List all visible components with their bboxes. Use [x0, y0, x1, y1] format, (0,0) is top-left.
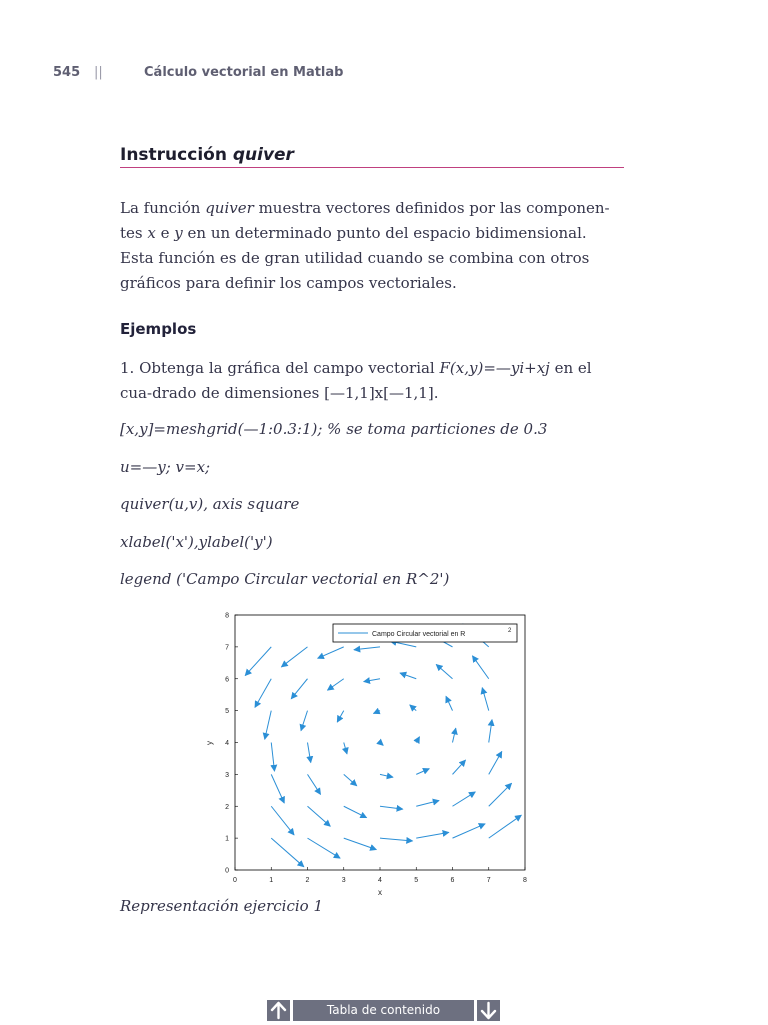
exercise-formula: F(x,y)=—yi+xj: [439, 359, 550, 377]
intro-text: en un determinado punto del espacio bidimensional. Esta función es de gran utilidad cuando se combina con otros gráficos para definir los campos vectoriales.: [120, 224, 590, 292]
title-underline: [120, 167, 624, 168]
section-title-plain: Instrucción: [120, 145, 233, 165]
x-tick-label: 5: [414, 877, 419, 884]
figure-caption: Representación ejercicio 1: [120, 897, 323, 915]
x-axis-label: x: [378, 888, 382, 897]
code-line: u=—y; v=x;: [120, 458, 211, 476]
code-line: xlabel('x'),ylabel('y'): [120, 533, 273, 551]
x-tick-label: 8: [523, 877, 527, 884]
y-tick-label: 2: [225, 803, 229, 811]
examples-heading: Ejemplos: [120, 320, 197, 338]
y-tick-label: 1: [225, 835, 229, 843]
intro-text: La función: [120, 199, 206, 217]
legend: [333, 624, 517, 642]
y-tick-label: 0: [225, 867, 229, 875]
x-tick-label: 2: [305, 877, 310, 884]
header-separator: ||: [94, 65, 103, 80]
legend-label: Campo Circular vectorial en R: [372, 631, 466, 638]
intro-text: muestra vectores definidos por las componen-tes: [120, 199, 610, 242]
x-tick-label: 4: [378, 877, 382, 884]
y-tick-label: 3: [225, 771, 229, 779]
intro-italic-y: y: [174, 224, 183, 242]
legend-superscript: 2: [508, 628, 512, 634]
section-title: [120, 145, 624, 165]
x-tick-label: 6: [450, 877, 455, 884]
exercise-text: en el cua-drado de dimensiones [—1,1]x[—1,1].: [120, 359, 592, 402]
exercise-text: 1. Obtenga la gráfica del campo vectorial: [120, 359, 440, 377]
page-number: 545: [53, 65, 81, 80]
quiver-plot: [195, 605, 540, 897]
nav-up-button[interactable]: [267, 1000, 290, 1021]
code-line: quiver(u,v), axis square: [120, 495, 300, 513]
arrow-up-icon: [267, 1000, 290, 1021]
x-tick-label: 7: [486, 877, 491, 884]
y-tick-label: 8: [225, 612, 229, 620]
intro-text: e: [155, 224, 175, 242]
y-tick-label: 7: [225, 644, 229, 652]
nav-down-button[interactable]: [477, 1000, 500, 1021]
x-tick-label: 1: [269, 877, 274, 884]
y-tick-label: 6: [225, 676, 229, 684]
table-of-contents-button[interactable]: Tabla de contenido: [293, 1000, 474, 1021]
y-axis-label: y: [205, 741, 214, 745]
y-tick-label: 5: [225, 708, 229, 716]
x-tick-label: 0: [233, 877, 237, 884]
intro-paragraph: [120, 196, 624, 296]
book-title: Cálculo vectorial en Matlab: [144, 65, 344, 80]
code-line: legend ('Campo Circular vectorial en R^2'): [120, 570, 450, 588]
arrow-down-icon: [477, 1000, 500, 1021]
intro-italic-x: x: [147, 224, 156, 242]
exercise-paragraph: [120, 356, 624, 406]
code-line: [x,y]=meshgrid(—1:0.3:1); % se toma particiones de 0.3: [120, 420, 548, 438]
intro-italic-quiver: quiver: [205, 199, 254, 217]
x-tick-label: 3: [341, 877, 346, 884]
y-tick-label: 4: [225, 740, 229, 747]
section-title-italic: quiver: [232, 145, 294, 165]
